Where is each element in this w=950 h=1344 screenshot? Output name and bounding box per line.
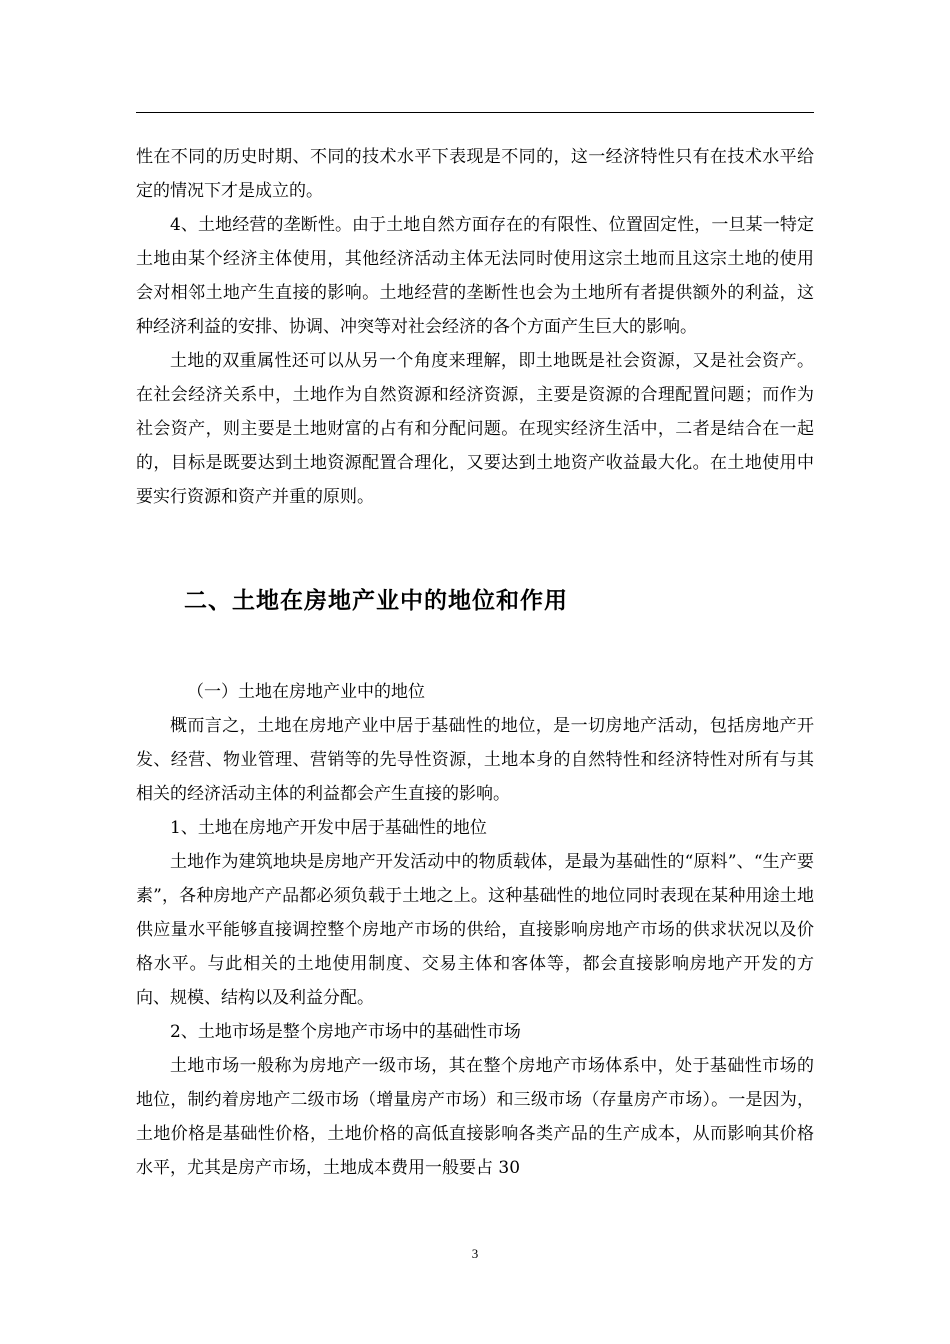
item2-paragraph: 土地市场一般称为房地产一级市场，其在整个房地产市场体系中，处于基础性市场的地位，制约着房地产二级市场（增量房产市场）和三级市场（存量房产市场）。一是因为，土地价格是基础性价格，土地价格的高低直接影响各类产品的生产成本，从而影响其价格水平，尤其是房产市场，土地成本费用一般要占 30 bbox=[136, 1056, 814, 1178]
intro-paragraph: 概而言之，土地在房地产业中居于基础性的地位，是一切房地产活动，包括房地产开发、经营、物业管理、营销等的先导性资源，土地本身的自然特性和经济特性对所有与其相关的经济活动主体的利益都会产生直接的影响。 bbox=[136, 716, 814, 804]
item1-paragraph: 土地作为建筑地块是房地产开发活动中的物质载体，是最为基础性的“原料”、“生产要素”，各种房地产产品都必须负载于土地之上。这种基础性的地位同时表现在某种用途土地供应量水平能够直接调控整个房地产市场的供给，直接影响房地产市场的供求状况以及价格水平。与此相关的土地使用制度、交易主体和客体等，都会直接影响房地产开发的方向、规模、结构以及利益分配。 bbox=[136, 852, 814, 1008]
header-rule bbox=[136, 112, 814, 113]
point4-paragraph: 4、土地经营的垄断性。由于土地自然方面存在的有限性、位置固定性，一旦某一特定土地由某个经济主体使用，其他经济活动主体无法同时使用这宗土地而且这宗土地的使用会对相邻土地产生直接的影响。土地经营的垄断性也会为土地所有者提供额外的利益，这种经济利益的安排、协调、冲突等对社会经济的各个方面产生巨大的影响。 bbox=[136, 215, 814, 337]
section2-text bbox=[136, 675, 814, 1185]
item2-title: 2、土地市场是整个房地产市场中的基础性市场 bbox=[170, 1022, 521, 1042]
section2-heading: 二、土地在房地产业中的地位和作用 bbox=[184, 588, 568, 614]
page-number: 3 bbox=[471, 1246, 479, 1261]
dual-attribute-paragraph: 土地的双重属性还可以从另一个角度来理解，即土地既是社会资源，又是社会资产。在社会经济关系中，土地作为自然资源和经济资源，主要是资源的合理配置问题；而作为社会资产，则主要是土地财富的占有和分配问题。在现实经济生活中，二者是结合在一起的，目标是既要达到土地资源配置合理化，又要达到土地资产收益最大化。在土地使用中要实行资源和资产并重的原则。 bbox=[136, 351, 814, 507]
item1-title: 1、土地在房地产开发中居于基础性的地位 bbox=[170, 818, 487, 838]
subsection1-title: （一）土地在房地产业中的地位 bbox=[187, 682, 425, 702]
section1-text bbox=[136, 140, 814, 514]
continuation-paragraph: 性在不同的历史时期、不同的技术水平下表现是不同的，这一经济特性只有在技术水平给定的情况下才是成立的。 bbox=[136, 147, 814, 201]
